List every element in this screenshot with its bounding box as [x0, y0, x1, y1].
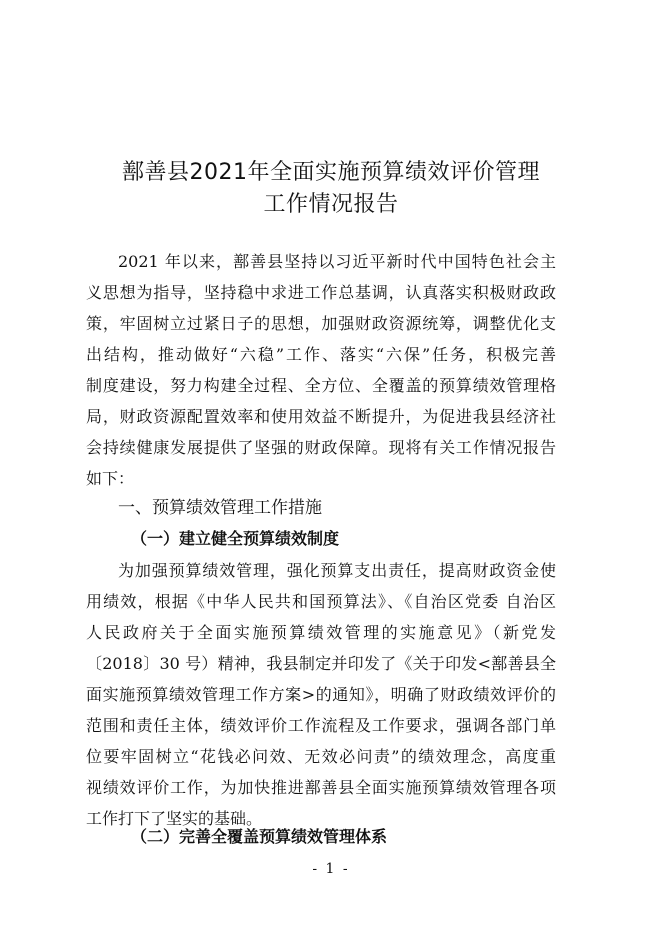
page-number: - 1 - [312, 861, 350, 877]
intro-line: 制度建设，努力构建全过程、全方位、全覆盖的预算绩效管理格 [86, 376, 556, 395]
subsection-1-line: 用绩效，根据《中华人民共和国预算法》、《自治区党委 自治区 [86, 592, 556, 611]
intro-line: 如下： [86, 469, 135, 488]
intro-line: 2021 年以来，鄯善县坚持以习近平新时代中国特色社会主 [118, 252, 556, 271]
section-1-heading: 一、预算绩效管理工作措施 [118, 498, 322, 518]
document-title-line-2: 工作情况报告 [263, 192, 399, 217]
subsection-1-line: 工作打下了坚实的基础。 [86, 809, 263, 828]
subsection-1-line: 为加强预算绩效管理，强化预算支出责任，提高财政资金使 [118, 561, 556, 580]
subsection-1-line: 人民政府关于全面实施预算绩效管理的实施意见》（新党发 [86, 623, 556, 642]
subsection-1-line: 〔2018〕30 号）精神，我县制定并印发了《关于印发<鄯善县全 [86, 654, 556, 673]
subsection-1-line: 位要牢固树立“花钱必问效、无效必问责”的绩效理念，高度重 [86, 747, 556, 766]
subsection-2-heading: （二）完善全覆盖预算绩效管理体系 [131, 827, 388, 846]
document-title-line-1: 鄯善县2021年全面实施预算绩效评价管理 [122, 160, 540, 185]
intro-line: 出结构，推动做好“六稳”工作、落实“六保”任务，积极完善 [86, 345, 556, 364]
subsection-1-heading: （一）建立健全预算绩效制度 [131, 529, 340, 548]
subsection-1-line: 视绩效评价工作，为加快推进鄯善县全面实施预算绩效管理各项 [86, 778, 556, 797]
subsection-1-line: 面实施预算绩效管理工作方案>的通知》，明确了财政绩效评价的 [86, 685, 556, 704]
subsection-1-line: 范围和责任主体，绩效评价工作流程及工作要求，强调各部门单 [86, 716, 556, 735]
intro-line: 策，牢固树立过紧日子的思想，加强财政资源统筹，调整优化支 [86, 314, 556, 333]
intro-line: 义思想为指导，坚持稳中求进工作总基调，认真落实积极财政政 [86, 283, 556, 302]
intro-line: 局，财政资源配置效率和使用效益不断提升，为促进我县经济社 [86, 407, 556, 426]
intro-line: 会持续健康发展提供了坚强的财政保障。现将有关工作情况报告 [86, 438, 556, 457]
